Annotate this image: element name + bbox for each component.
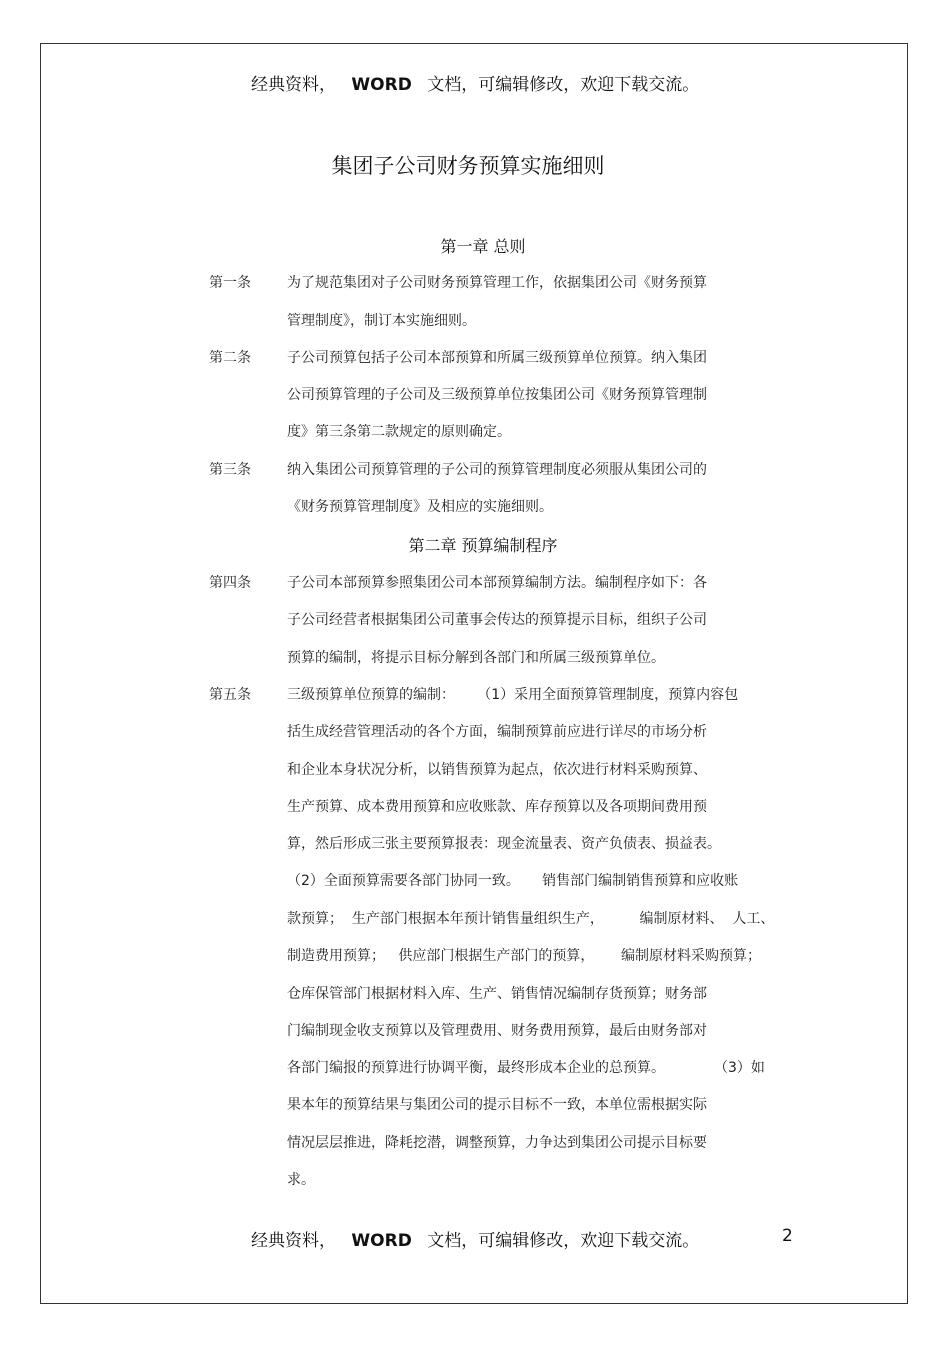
article-3-line-1: 纳入集团公司预算管理的子公司的预算管理制度必须服从集团公司的: [287, 462, 707, 478]
article-5-line-13: 情况层层推进，降耗挖潜，调整预算，力争达到集团公司提示目标要: [287, 1135, 707, 1151]
article-1-line-2: 管理制度》，制订本实施细则。: [287, 313, 476, 329]
page-footer: [251, 1226, 699, 1251]
page-border: [40, 43, 908, 1304]
article-2-line-2: 公司预算管理的子公司及三级预算单位按集团公司《财务预算管理制: [287, 387, 707, 403]
article-4-line-2: 子公司经营者根据集团公司董事会传达的预算提示目标，组织子公司: [287, 612, 707, 628]
article-3-line-2: 《财务预算管理制度》及相应的实施细则。: [287, 499, 553, 515]
article-5-line-12: 果本年的预算结果与集团公司的提示目标不一致，本单位需根据实际: [287, 1097, 707, 1113]
article-label-4: 第四条: [209, 575, 251, 591]
article-label-5: 第五条: [209, 687, 251, 703]
chapter-heading-1: 第一章 总则: [440, 237, 526, 256]
footer-word: WORD: [351, 1231, 412, 1251]
article-4-line-1: 子公司本部预算参照集团公司本部预算编制方法。编制程序如下：各: [287, 575, 707, 591]
page-header: [251, 70, 699, 95]
footer-text-2: 文档，可编辑修改，欢迎下载交流。: [427, 1231, 700, 1251]
article-5-line-7: 款预算； 生产部门根据本年预计销售量组织生产， 编制原材料、 人工、: [287, 911, 775, 927]
article-5-line-8: 制造费用预算； 供应部门根据生产部门的预算， 编制原材料采购预算；: [287, 948, 762, 964]
article-5-line-14: 求。: [287, 1172, 315, 1188]
article-2-line-3: 度》第三条第二款规定的原则确定。: [287, 424, 511, 440]
article-label-3: 第三条: [209, 462, 251, 478]
page-number: 2: [782, 1226, 793, 1246]
article-5-line-5: 算，然后形成三张主要预算报表：现金流量表、资产负债表、损益表。: [287, 836, 721, 852]
article-5-line-11: 各部门编报的预算进行协调平衡，最终形成本企业的总预算。 （3）如: [287, 1060, 765, 1076]
article-5-line-2: 括生成经营管理活动的各个方面，编制预算前应进行详尽的市场分析: [287, 724, 707, 740]
article-5-line-6: （2）全面预算需要各部门协同一致。 销售部门编制销售预算和应收账: [287, 873, 739, 889]
article-4-line-3: 预算的编制，将提示目标分解到各部门和所属三级预算单位。: [287, 650, 665, 666]
article-2-line-1: 子公司预算包括子公司本部预算和所属三级预算单位预算。纳入集团: [287, 350, 707, 366]
header-text-2: 文档，可编辑修改，欢迎下载交流。: [427, 75, 700, 95]
article-label-2: 第二条: [209, 350, 251, 366]
article-label-1: 第一条: [209, 275, 251, 291]
footer-text-1: 经典资料，: [251, 1231, 336, 1251]
article-5-line-9: 仓库保管部门根据材料入库、生产、销售情况编制存货预算；财务部: [287, 986, 707, 1002]
document-title: 集团子公司财务预算实施细则: [331, 154, 605, 178]
article-1-line-1: 为了规范集团对子公司财务预算管理工作，依据集团公司《财务预算: [287, 275, 707, 291]
article-5-line-3: 和企业本身状况分析，以销售预算为起点，依次进行材料采购预算、: [287, 762, 707, 778]
header-text-1: 经典资料，: [251, 75, 336, 95]
header-word: WORD: [351, 75, 412, 95]
article-5-line-10: 门编制现金收支预算以及管理费用、财务费用预算，最后由财务部对: [287, 1023, 707, 1039]
chapter-heading-2: 第二章 预算编制程序: [408, 536, 558, 555]
article-5-line-4: 生产预算、成本费用预算和应收账款、库存预算以及各项期间费用预: [287, 799, 707, 815]
article-5-line-1: 三级预算单位预算的编制： （1）采用全面预算管理制度，预算内容包: [287, 687, 739, 703]
